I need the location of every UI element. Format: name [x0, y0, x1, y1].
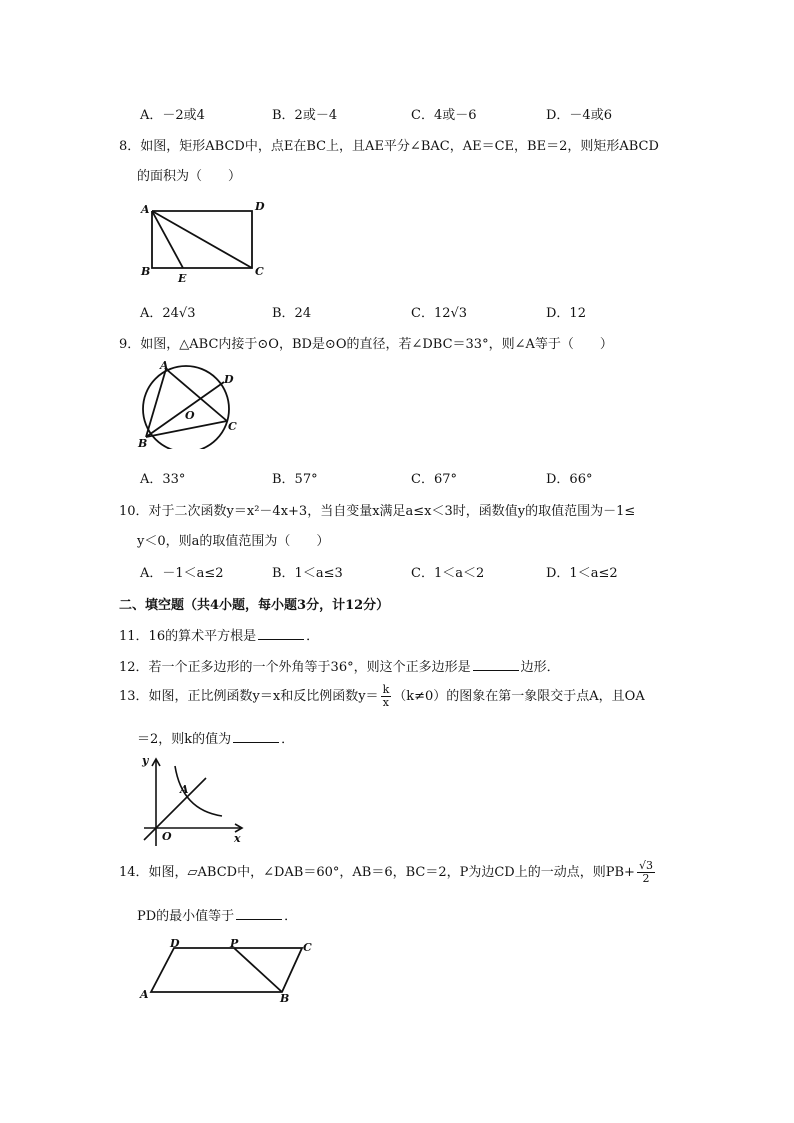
q8-label-c: C	[255, 265, 264, 278]
q8-label-b: B	[141, 265, 151, 278]
q8-label-d: D	[255, 200, 265, 213]
q8-option-c: C．12√3	[411, 306, 468, 321]
q14-frac-num: √3	[638, 859, 653, 872]
q8-stem-line2: 的面积为（ ）	[137, 169, 242, 184]
q13-text-4: ．	[281, 732, 295, 747]
q14-label-c: C	[303, 941, 312, 954]
q11-answer-blank	[258, 627, 304, 640]
q13-stem-line1	[119, 684, 645, 709]
q13-text-1: 13．如图，正比例函数y＝x和反比例函数y＝	[119, 689, 379, 704]
q13-frac-den: x	[382, 696, 389, 709]
q12-text: 12．若一个正多边形的一个外角等于36°，则这个正多边形是	[119, 660, 471, 675]
q10-stem-line2: y＜0，则a的取值范围为（ ）	[137, 534, 330, 549]
q14-frac-den: 2	[642, 872, 650, 885]
q9-option-b: B．57°	[272, 472, 318, 487]
q9-stem: 9．如图，△ABC内接于⊙O，BD是⊙O的直径，若∠DBC＝33°，则∠A等于（ ）	[119, 337, 613, 352]
q9-label-d: D	[224, 373, 234, 386]
q12-stem	[119, 656, 560, 675]
q10-option-b: B．1＜a≤3	[272, 566, 343, 581]
q7-option-a: A．－2或4	[140, 108, 205, 123]
q7-option-b: B．2或－4	[272, 108, 338, 123]
q12-answer-blank	[473, 658, 519, 671]
q9-label-a: A	[160, 359, 169, 372]
q14-label-p: P	[230, 937, 239, 950]
q14-stem-line2	[137, 905, 297, 924]
q13-label-a: A	[180, 783, 189, 796]
q13-graph-figure	[138, 752, 250, 848]
q9-option-d: D．66°	[546, 472, 593, 487]
q14-label-a: A	[140, 988, 149, 1001]
q9-circle-figure	[136, 357, 246, 449]
q14-text-3: ．	[284, 909, 298, 924]
q13-text-3: ＝2，则k的值为	[137, 732, 232, 747]
q10-option-d: D．1＜a≤2	[546, 566, 618, 581]
q10-option-c: C．1＜a＜2	[411, 566, 485, 581]
q8-rectangle-figure	[138, 198, 273, 286]
q13-stem-line2	[137, 728, 294, 747]
q9-option-c: C．67°	[411, 472, 457, 487]
q8-label-a: A	[141, 203, 150, 216]
q14-parallelogram-figure	[138, 936, 318, 1004]
q10-stem-line1: 10．对于二次函数y＝x²－4x+3，当自变量x满足a≤x＜3时，函数值y的取值范围为－1≤	[119, 504, 636, 519]
q11-stem	[119, 625, 319, 644]
q14-label-d: D	[170, 937, 180, 950]
section-heading-fill-in: 二、填空题（共4小题，每小题3分，计12分）	[119, 598, 390, 613]
q8-option-b: B．24	[272, 306, 312, 321]
q13-label-y: y	[142, 754, 149, 767]
q8-label-e: E	[178, 272, 187, 285]
q10-option-a: A．－1＜a≤2	[140, 566, 224, 581]
q14-stem-line1	[119, 860, 657, 885]
q9-label-o: O	[185, 409, 195, 422]
q14-answer-blank	[236, 907, 282, 920]
q14-fraction	[637, 860, 655, 885]
q13-fraction	[381, 684, 392, 709]
q7-option-c: C．4或－6	[411, 108, 477, 123]
q14-text-1: 14．如图，▱ABCD中，∠DAB＝60°，AB＝6，BC＝2，P为边CD上的一动点，则PB+	[119, 865, 635, 880]
q14-label-b: B	[280, 992, 290, 1004]
q12-text-end: 边形．	[520, 660, 560, 675]
q13-label-x: x	[234, 832, 241, 845]
q13-answer-blank	[233, 730, 279, 743]
q7-option-d: D．－4或6	[546, 108, 612, 123]
q8-stem-line1: 8．如图，矩形ABCD中，点E在BC上，且AE平分∠BAC，AE＝CE，BE＝2，则矩形ABCD	[119, 139, 659, 154]
q13-label-o: O	[162, 830, 172, 843]
q14-text-2: PD的最小值等于	[137, 909, 235, 924]
q9-label-c: C	[228, 420, 237, 433]
q9-option-a: A．33°	[140, 472, 186, 487]
q11-text: 11．16的算术平方根是	[119, 629, 257, 644]
q11-text-end: ．	[306, 629, 320, 644]
q9-label-b: B	[138, 437, 148, 449]
q8-option-d: D．12	[546, 306, 586, 321]
q13-text-2: （k≠0）的图象在第一象限交于点A，且OA	[393, 689, 645, 704]
q8-option-a: A．24√3	[140, 306, 196, 321]
q13-frac-num: k	[382, 683, 390, 696]
